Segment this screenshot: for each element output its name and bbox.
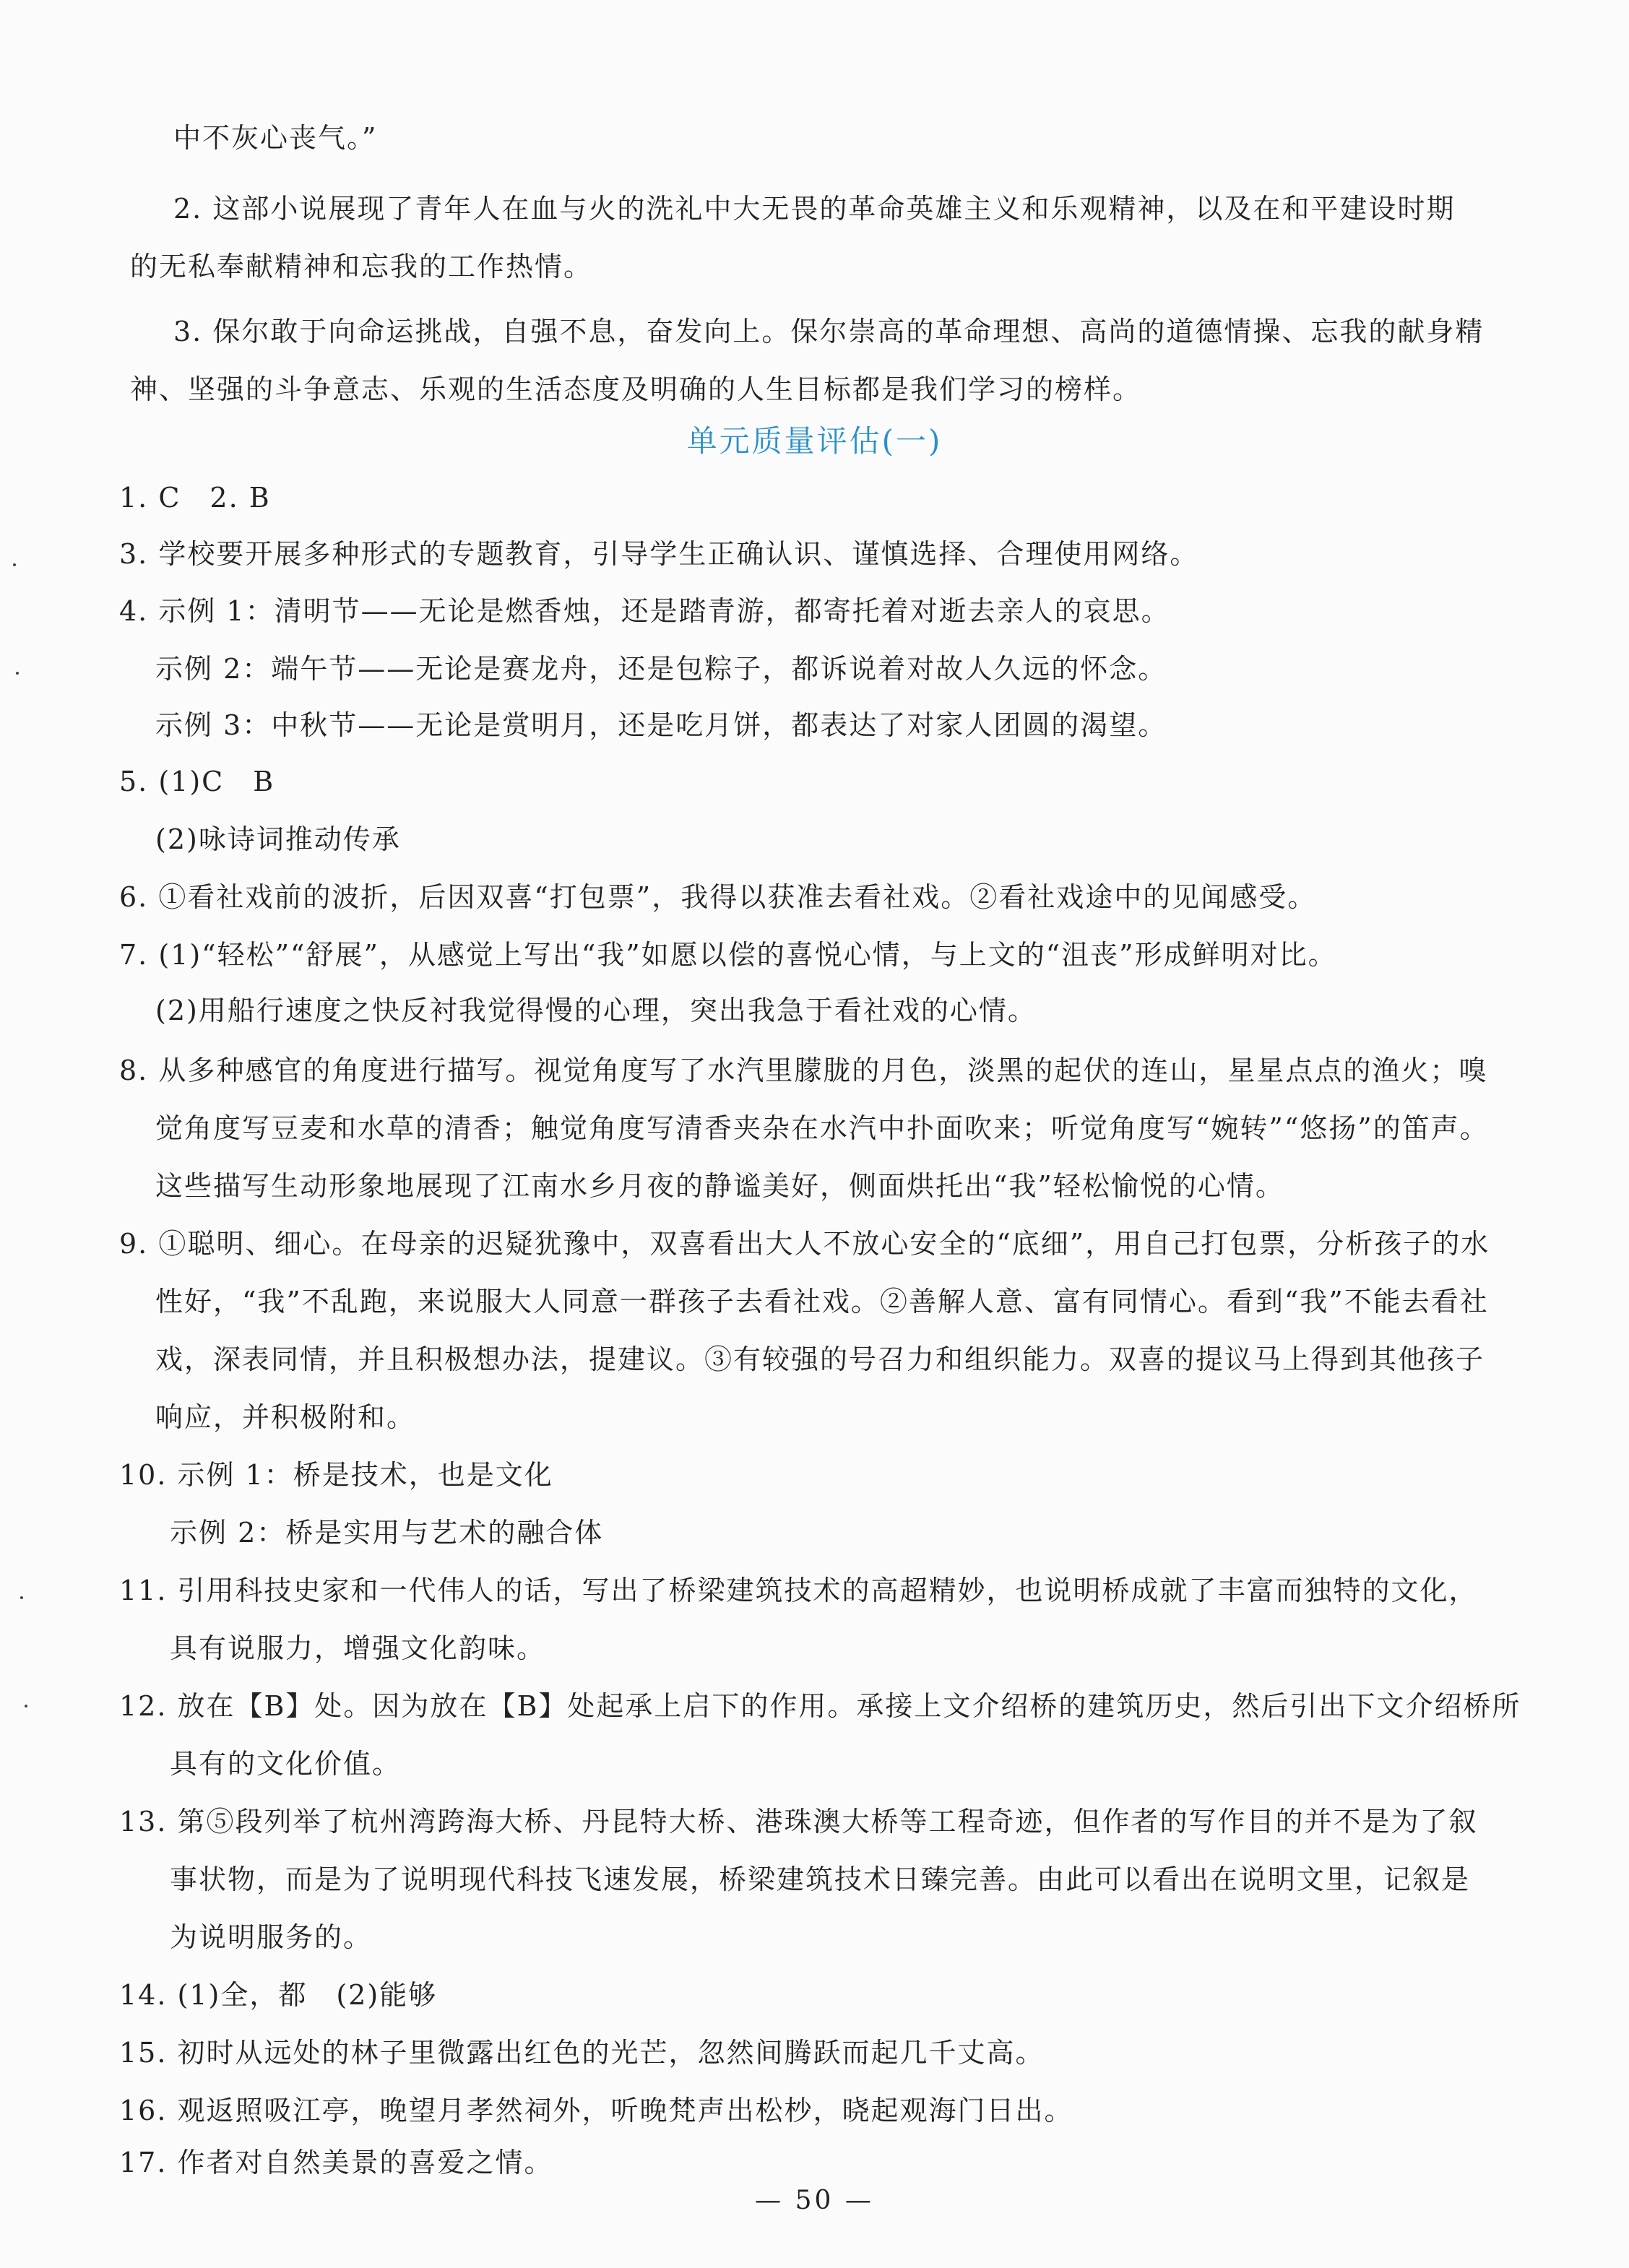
answer-line: (2)咏诗词推动传承 <box>155 823 401 855</box>
answer-line: 16. 观返照吸江亭，晚望月孝然祠外，听晚梵声出松杪，晓起观海门日出。 <box>119 2095 1073 2126</box>
margin-mark <box>16 672 19 675</box>
page-number: — 50 — <box>755 2186 874 2215</box>
text-line: 3. 保尔敢于向命运挑战，自强不息，奋发向上。保尔崇高的革命理想、高尚的道德情操、忘我的献身精 <box>173 316 1485 347</box>
answer-line: 示例 2：端午节——无论是赛龙舟，还是包粽子，都诉说着对故人久远的怀念。 <box>155 653 1167 685</box>
answer-line: 为说明服务的。 <box>170 1921 373 1953</box>
answer-line: 这些描写生动形象地展现了江南水乡月夜的静谧美好，侧面烘托出“我”轻松愉悦的心情。 <box>155 1170 1284 1202</box>
section-title: 单元质量评估(一) <box>686 423 943 459</box>
answer-line: 性好，“我”不乱跑，来说服大人同意一群孩子去看社戏。②善解人意、富有同情心。看到“我”不能去看社 <box>155 1286 1489 1317</box>
margin-mark <box>13 563 16 566</box>
answer-line: 示例 2：桥是实用与艺术的融合体 <box>170 1517 604 1549</box>
margin-mark <box>20 1596 23 1599</box>
answer-line: 事状物，而是为了说明现代科技飞速发展，桥梁建筑技术日臻完善。由此可以看出在说明文里，记叙是 <box>170 1864 1471 1895</box>
answer-line: 响应，并积极附和。 <box>155 1401 416 1433</box>
answer-line: 戏，深表同情，并且积极想办法，提建议。③有较强的号召力和组织能力。双喜的提议马上得到其他孩子 <box>155 1343 1485 1375</box>
answer-line: 觉角度写豆麦和水草的清香；触觉角度写清香夹杂在水汽中扑面吹来；听觉角度写“婉转”“悠扬”的笛声。 <box>155 1112 1489 1144</box>
answer-line: 15. 初时从远处的林子里微露出红色的光芒，忽然间腾跃而起几千丈高。 <box>119 2037 1045 2069</box>
answer-line: 具有的文化价值。 <box>170 1748 402 1780</box>
answer-line: 10. 示例 1：桥是技术，也是文化 <box>119 1459 553 1491</box>
answer-line: 示例 3：中秋节——无论是赏明月，还是吃月饼，都表达了对家人团圆的渴望。 <box>155 709 1167 741</box>
answer-line: 5. (1)C B <box>119 766 275 797</box>
text-line: 神、坚强的斗争意志、乐观的生活态度及明确的人生目标都是我们学习的榜样。 <box>130 373 1142 405</box>
text-line: 2. 这部小说展现了青年人在血与火的洗礼中大无畏的革命英雄主义和乐观精神，以及在和平建设时期 <box>173 193 1456 225</box>
answer-line: 11. 引用科技史家和一代伟人的话，写出了桥梁建筑技术的高超精妙，也说明桥成就了丰富而独特的文化， <box>119 1575 1478 1606</box>
answer-line: (2)用船行速度之快反衬我觉得慢的心理，突出我急于看社戏的心情。 <box>155 995 1037 1026</box>
answer-line: 7. (1)“轻松”“舒展”，从感觉上写出“我”如愿以偿的喜悦心情，与上文的“沮丧”形成鲜明对比。 <box>119 939 1337 971</box>
text-line: 中不灰心丧气。” <box>173 122 378 154</box>
answer-line: 9. ①聪明、细心。在母亲的迟疑犹豫中，双喜看出大人不放心安全的“底细”，用自己打包票，分析孩子的水 <box>119 1228 1490 1260</box>
answer-line: 17. 作者对自然美景的喜爱之情。 <box>119 2147 553 2178</box>
answer-line: 14. (1)全，都 (2)能够 <box>119 1979 438 2011</box>
answer-line: 4. 示例 1：清明节——无论是燃香烛，还是踏青游，都寄托着对逝去亲人的哀思。 <box>119 595 1170 627</box>
margin-mark <box>25 1705 27 1708</box>
answer-line: 6. ①看社戏前的波折，后因双喜“打包票”，我得以获准去看社戏。②看社戏途中的见闻感受。 <box>119 881 1317 913</box>
answer-line: 12. 放在【B】处。因为放在【B】处起承上启下的作用。承接上文介绍桥的建筑历史，然后引出下文介绍桥所 <box>119 1690 1521 1722</box>
answer-line: 具有说服力，增强文化韵味。 <box>170 1632 546 1664</box>
answer-line: 13. 第⑤段列举了杭州湾跨海大桥、丹昆特大桥、港珠澳大桥等工程奇迹，但作者的写作目的并不是为了叙 <box>119 1806 1478 1838</box>
answer-line: 1. C 2. B <box>119 482 271 514</box>
answer-line: 3. 学校要开展多种形式的专题教育，引导学生正确认识、谨慎选择、合理使用网络。 <box>119 538 1199 570</box>
text-line: 的无私奉献精神和忘我的工作热情。 <box>130 251 593 282</box>
answer-line: 8. 从多种感官的角度进行描写。视觉角度写了水汽里朦胧的月色，淡黑的起伏的连山，星星点点的渔火；嗅 <box>119 1055 1488 1086</box>
